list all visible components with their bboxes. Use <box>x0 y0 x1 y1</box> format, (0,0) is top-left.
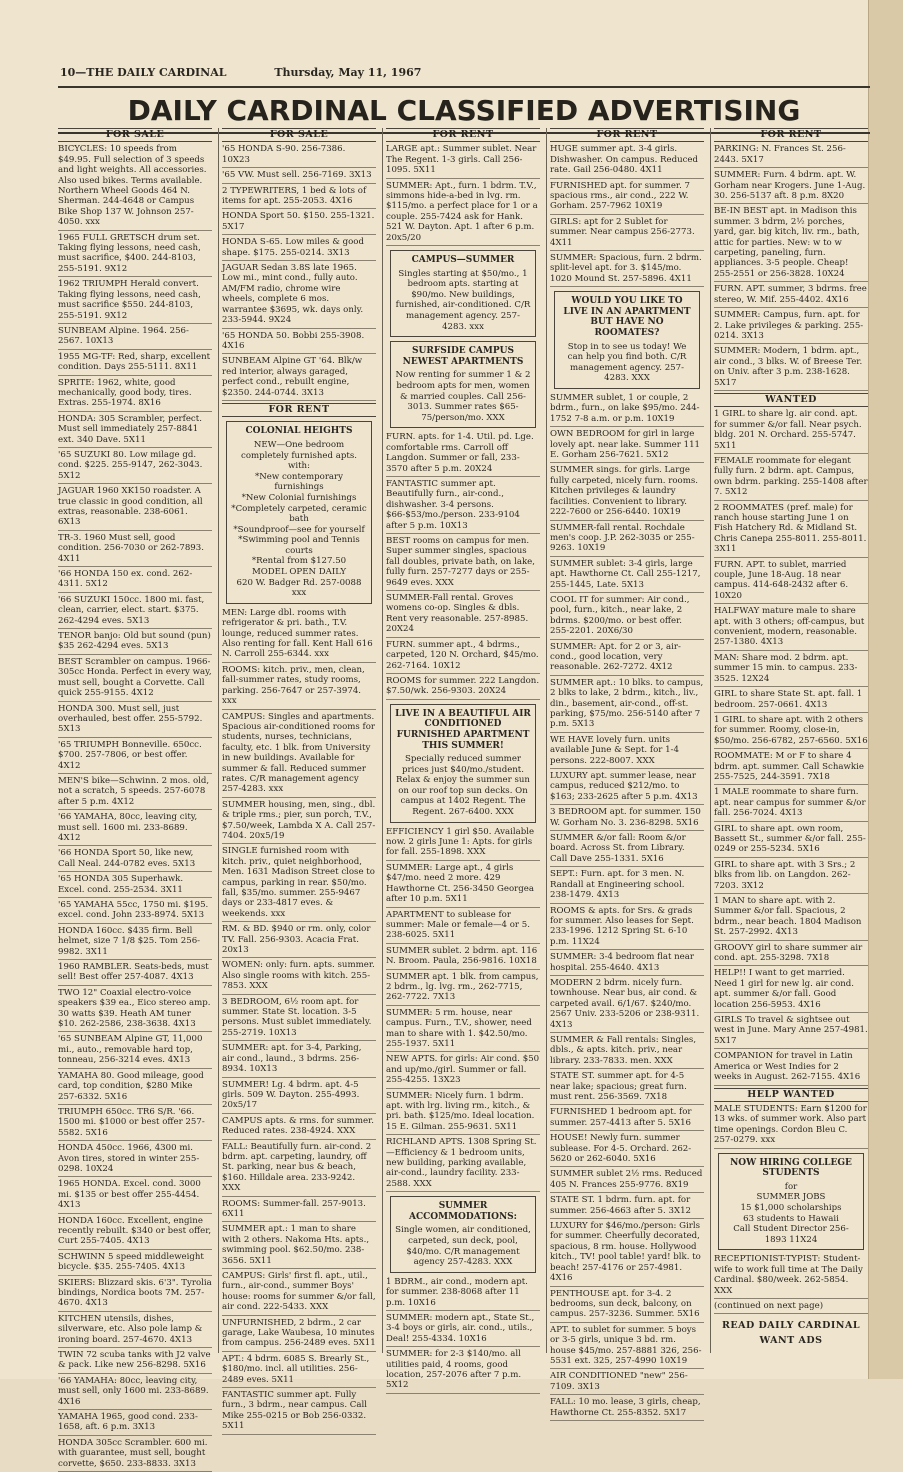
classified-ad: '65 SUZUKI 80. Low milage gd. cond. $225. 255-9147, 262-3043. 5X12 <box>58 450 212 484</box>
classified-ad: '66 HONDA Sport 50, like new, Call Neal. 244-0782 eves. 5X13 <box>58 848 212 872</box>
classified-ad: PENTHOUSE apt. for 3-4. 2 bedrooms, sun deck, balcony, on campus. 257-3236. Summer. 5X16 <box>550 1289 704 1323</box>
classified-ad: WE HAVE lovely furn. units available June & Sept. for 1-4 persons. 222-8007. XXX <box>550 735 704 769</box>
classified-ad: SKIERS: Blizzard skis. 6'3". Tyrolia bindings, Nordica boots 7M. 257-4670. 4X13 <box>58 1278 212 1312</box>
classified-ad: SUMMER sublet: 3-4 girls, large apt. Hawthorne Ct. Call 255-1217, 255-1445, Late. 5X13 <box>550 559 704 593</box>
display-ad-line: Call Student Director 256-1893 11X24 <box>733 1224 849 1245</box>
classified-ad: HONDA 300. Must sell, just overhauled, best offer. 255-5792. 5X13 <box>58 704 212 738</box>
classified-ad: GIRL to share apt. own room, Bassett St., summer &/or fall. 255-0249 or 255-5234. 5X16 <box>714 824 868 858</box>
classified-ad: NEW APTS. for girls: Air cond. $50 and up/mo./girl. Summer or fall. 255-4255. 13X23 <box>386 1054 540 1088</box>
classified-ad: '66 HONDA 150 ex. cond. 262-4311. 5X12 <box>58 569 212 593</box>
classified-ad: HALFWAY mature male to share apt. with 3 others; off-campus, but convenient, modern, reasonable. 257-1380. 4X13 <box>714 606 868 651</box>
display-ad-line: *Soundproof—see for yourself <box>233 524 365 535</box>
classified-ad: SEPT.: Furn. apt. for 3 men. N. Randall at Engineering school. 238-1479. 4X13 <box>550 869 704 903</box>
classified-ad: TWO 12" Coaxial electro-voice speakers $39 ea., Eico stereo amp. 30 watts $39. Heath AM tuner $10. 262-2586, 238-3638. 4X13 <box>58 988 212 1033</box>
classified-ad: TENOR banjo: Old but sound (pun) $35 262-4294 eves. 5X13 <box>58 631 212 655</box>
classified-ad: FURN. apts. for 1-4. Util. pd. Lge. comfortable rms. Carroll off Langdon. Summer or fall, 233-3570 after 5 p.m. 20X24 <box>386 432 540 477</box>
display-ad-title: WOULD YOU LIKE TO LIVE IN AN APARTMENT BUT HAVE NO ROOMATES? <box>563 296 691 339</box>
display-ad-line: *New contemporary furnishings <box>254 471 344 493</box>
classified-ad: SINGLE furnished room with kitch. priv., quiet neighborhood, Men. 1631 Madison Street close to campus, parking in rear. $50/mo. fall, $35/mo. summer. 255-9467 days or 233-4817 eves. & weekends. xxx <box>222 846 376 922</box>
classified-ad: 3 BEDROOM apt. for summer. 150 W. Gorham No. 3. 236-8298. 5X16 <box>550 807 704 831</box>
classified-ad: FALL: Beautifully furn. air-cond. 2 bdrm. apt. carpeting, laundry, off St. parking, near bus & beach, $160. Hilldale area. 233-9242. XXX <box>222 1142 376 1197</box>
display-ad-box <box>390 704 536 823</box>
classified-ad: BICYCLES: 10 speeds from $49.95. Full selection of 3 speeds and light weights. All accessories. Also used bikes. Terms available. Northern Wheel Goods 464 N. Sherman. 244-4648 or Campus Bike Shop 137 W. Johnson 257-4050. xxx <box>58 144 212 230</box>
classified-ad: GROOVY girl to share summer air cond. apt. 255-3298. 7X18 <box>714 943 868 967</box>
display-ad-title: SUMMER ACCOMMODATIONS: <box>408 1201 517 1222</box>
classified-ad: LUXURY for $46/mo./person: Girls for summer. Cheerfully decorated, spacious, 8 rm. house. Hollywood kitch., TV! pool table! yard! blk. to beach! 257-4176 or 257-4981. 4X16 <box>550 1221 704 1286</box>
page-header <box>60 66 870 79</box>
classified-ad: 1965 HONDA. Excel. cond. 3000 mi. $135 or best offer 255-4454. 4X13 <box>58 1179 212 1213</box>
classified-ad: MALE STUDENTS: Earn $1200 for 13 wks. of summer work. Also part time openings. Cordon Bleu C. 257-0279. xxx <box>714 1104 868 1149</box>
classified-ad: PARKING: N. Frances St. 256-2443. 5X17 <box>714 144 868 168</box>
display-ad-title: SURFSIDE CAMPUS NEWEST APARTMENTS <box>402 346 524 367</box>
classified-ad: JAGUAR Sedan 3.8S late 1965. Low mi., mint cond., fully auto. AM/FM radio, chrome wire wheels, complete 6 mos. warrantee $3695, wk. days only. 233-5944. 9X24 <box>222 263 376 328</box>
classified-ad: 1 GIRL to share apt. with 2 others for summer. Roomy, close-in, $50/mo. 256-6782, 257-6560. 5X16 <box>714 715 868 749</box>
classified-ad: SUNBEAM Alpine. 1964. 256-2567. 10X13 <box>58 326 212 350</box>
display-ad-box <box>390 1196 536 1273</box>
display-ad-line: 620 W. Badger Rd. 257-0088 xxx <box>236 577 362 599</box>
classified-ad: SUMMER sublet, 1 or couple, 2 bdrm., furn., on lake $95/mo. 244-1752 7-8 a.m. or p.m. 10X19 <box>550 393 704 427</box>
classified-ad: 1965 FULL GRETSCH drum set. Taking flying lessons, need cash, must sacrifice, $400. 244-8103, 255-5191. 9X12 <box>58 233 212 278</box>
classified-ad: 1960 RAMBLER. Seats-beds, must sell! Best offer 257-4087. 4X13 <box>58 962 212 986</box>
display-ad-line: Stop in to see us today! We can help you find both. C/R management agency. 257-4283. XXX <box>567 341 687 384</box>
display-ad-box <box>390 250 536 337</box>
classified-ad: HONDA 160cc. $435 firm. Bell helmet, size 7 1/8 $25. Tom 256-9982. 3X11 <box>58 926 212 960</box>
classified-ad: SUMMER: for 2-3 $140/mo. all utilities paid, 4 rooms, good location, 257-2076 after 7 p.m. 5X12 <box>386 1349 540 1394</box>
section-heading: FOR RENT <box>550 128 704 142</box>
classified-ad: 1 MAN to share apt. with 2. Summer &/or fall. Spacious, 2 bdrm., near beach. 1804 Madison St. 257-2992. 4X13 <box>714 896 868 941</box>
classified-ad: SUMMER sublet. 2 bdrm. apt. 116 N. Broom. Paula, 256-9816. 10X18 <box>386 946 540 970</box>
classified-ad: LARGE apt.: Summer sublet. Near The Regent. 1-3 girls. Call 256-1095. 5X11 <box>386 144 540 178</box>
classified-ad: GIRLS: apt for 2 Sublet for summer. Near campus 256-2773. 4X11 <box>550 217 704 251</box>
classified-ad: YAMAHA 80. Good mileage, good card, top condition, $280 Mike 257-6332. 5X16 <box>58 1071 212 1105</box>
classified-ad: CAMPUS: Girls' first fl. apt., util., furn., air-cond., summer Boys' house: rooms for summer &/or fall, air cond. 222-5433. XXX <box>222 1271 376 1316</box>
classified-ad: STATE ST. 1 bdrm. furn. apt. for summer. 256-4663 after 5. 3X12 <box>550 1195 704 1219</box>
classified-ad: SUMMER: apt. for 3-4, Parking, air cond., laund., 3 bdrms. 256-8934. 10X13 <box>222 1043 376 1077</box>
classified-ad: OWN BEDROOM for girl in large lovely apt. near lake. Summer 111 E. Gorham 256-7621. 5X12 <box>550 429 704 463</box>
display-ad-line: SUMMER JOBS <box>756 1192 826 1203</box>
display-ad-box <box>390 341 536 428</box>
classified-ad: HOUSE! Newly furn. summer sublease. For 4-5. Orchard. 262-5620 or 262-6040. 5X16 <box>550 1133 704 1167</box>
display-ad-box <box>554 291 700 389</box>
section-heading: FOR RENT <box>386 128 540 142</box>
display-ad-line: *Swimming pool and Tennis courts <box>238 535 360 556</box>
classified-ad: COOL IT for summer: Air cond., pool, furn., kitch., near lake, 2 bdrms. $200/mo. or best offer. 255-2201. 20X6/30 <box>550 595 704 640</box>
classified-ad: KITCHEN utensils, dishes, silverware, etc. Also pole lamp & ironing board. 257-4670. 4X13 <box>58 1314 212 1348</box>
classified-ad: GIRL to share State St. apt. fall. 1 bedroom. 257-0661. 4X13 <box>714 689 868 713</box>
classified-ad: APARTMENT to sublease for summer: Male or female—4 or 5. 238-6025. 5X11 <box>386 910 540 944</box>
classified-ad: SUMMER apt. 1 blk. from campus, 2 bdrm., lg. lvg. rm., 262-7715, 262-7722. 7X13 <box>386 972 540 1006</box>
classified-ad: SUMMER sings. for girls. Large fully carpeted, nicely furn. rooms. Kitchen privileges & laundry facilities. Convenient to library. 222-7600 or 256-6440. 10X19 <box>550 465 704 520</box>
classified-ad: HONDA: 305 Scrambler, perfect. Must sell immediately 257-8841 ext. 340 Dave. 5X11 <box>58 414 212 448</box>
section-heading: HELP WANTED <box>714 1088 868 1102</box>
classified-ad: SUMMER & Fall rentals: Singles, dbls., & apts. kitch. priv., near library. 233-7833. men. XXX <box>550 1035 704 1069</box>
section-heading: FOR RENT <box>222 403 376 417</box>
classified-ad: SUMMER: Large apt., 4 girls $47/mo. need 2 more. 429 Hawthorne Ct. 256-3450 Georgea after 10 p.m. 5X11 <box>386 863 540 908</box>
classified-ad: SUMMER: modern apt., State St., 3-4 boys or girls, air. cond., utils., Deal! 255-4334. 10X16 <box>386 1313 540 1347</box>
display-ad-title: LIVE IN A BEAUTIFUL AIR CONDITIONED FURNISHED APARTMENT THIS SUMMER! <box>395 708 531 751</box>
classified-ad: RM. & BD. $940 or rm. only, color TV. Fall. 256-9303. Acacia Frat. 20x13 <box>222 924 376 958</box>
classified-ad: YAMAHA 1965, good cond. 233-1658, aft. 6 p.m. 3X13 <box>58 1412 212 1436</box>
classified-ad: HONDA S-65. Low miles & good shape. $175. 255-0214. 3X13 <box>222 237 376 261</box>
page-number: 10—THE DAILY CARDINAL <box>60 66 227 79</box>
classified-ad: ROOMMATE: M or F to share 4 bdrm. apt. summer. Call Schawkie 255-7525, 244-3591. 7X18 <box>714 751 868 785</box>
classified-ad: FURNISHED apt. for summer. 7 spacious rms., air cond., 222 W. Gorham. 257-7962 10X19 <box>550 181 704 215</box>
classified-ad: BEST rooms on campus for men. Super summer singles, spacious fall doubles, private bath, on lake, fully furn. 257-7277 days or 255-9649 eves. XXX <box>386 536 540 591</box>
classified-ad: TWIN 72 scuba tanks with J2 valve & pack. Like new 256-8298. 5X16 <box>58 1350 212 1374</box>
classified-ad: FANTASTIC summer apt. Fully furn., 3 bdrm., near campus. Call Mike 255-0215 or Bob 256-0332. 5X11 <box>222 1390 376 1435</box>
display-ad-line: *New Colonial furnishings <box>241 492 357 503</box>
section-heading: FOR SALE <box>58 128 212 142</box>
classified-ad: SUMMER apt.: 1 man to share with 2 others. Nakoma Hts. apts., swimming pool. $62.50/mo. 238-3656. 5X11 <box>222 1224 376 1269</box>
classified-ad: (continued on next page) <box>714 1301 868 1314</box>
classified-ad: '65 TRIUMPH Bonneville. 650cc. $700. 257-7806, or best offer. 4X12 <box>58 740 212 774</box>
classified-ad: HONDA 450cc. 1966, 4300 mi. Avon tires, stored in winter 255-0298. 10X24 <box>58 1143 212 1177</box>
classified-ad: SPRITE: 1962, white, good mechanically, good body, tires. Extras. 255-1974. 8X16 <box>58 378 212 412</box>
classified-ad: CAMPUS apts. & rms. for summer. Reduced rates. 238-4924. XXX <box>222 1116 376 1140</box>
classified-ad: FURN. APT. summer, 3 bdrms. free stereo, W. Mif. 255-4402. 4X16 <box>714 284 868 308</box>
classified-ad: EFFICIENCY 1 girl $50. Available now. 2 girls June 1: Apts. for girls for fall. 255-1898. XXX <box>386 827 540 861</box>
classified-ad: '66 YAMAHA: 80cc, leaving city, must sell, only 1600 mi. 233-8689. 4X16 <box>58 1376 212 1410</box>
classified-ad: BEST Scrambler on campus. 1966-305cc Honda. Perfect in every way, must sell, bought a Corvette. Call quick 255-9155. 4X12 <box>58 657 212 702</box>
classified-ad: SUMMER: Spacious, furn. 2 bdrm. split-level apt. for 3. $145/mo. 1020 Mound St. 257-5896. 4X11 <box>550 253 704 287</box>
classified-ad: STATE ST. summer apt. for 4-5 near lake; spacious; great furn. must rent. 256-3569. 7X18 <box>550 1071 704 1105</box>
classified-columns <box>58 128 870 1469</box>
display-ad-line: 15 $1,000 scholarships <box>740 1202 842 1213</box>
display-ad-title: COLONIAL HEIGHTS <box>245 426 353 437</box>
classified-ad: APT.: 4 bdrm. 6085 S. Brearly St., $180/mo. incl. all utilities. 256-2489 eves. 5X11 <box>222 1354 376 1388</box>
classified-ad: BE-IN BEST apt. in Madison this summer. 3 bdrm, 2½ porches, yard, gar. big kitch, liv. rm., bath, attic for parties. New: w to w carpeting, paneling, furn. appliances. 3-5 people. Cheap! 255-2551 or 256-3828. 10X24 <box>714 206 868 282</box>
classified-ad: '65 VW. Must sell. 256-7169. 3X13 <box>222 170 376 183</box>
classified-ad: ROOMS for summer. 222 Langdon. $7.50/wk. 256-9303. 20X24 <box>386 676 540 700</box>
column-3 <box>386 128 540 1391</box>
classified-ad: APT. to sublet for summer. 5 boys or 3-5 girls, unique 3 bd. rm. house $45/mo. 257-8881 326, 256-5531 ext. 325, 257-4990 10X19 <box>550 1325 704 1370</box>
classified-ad: SUNBEAM Alpine GT '64. Blk/w red interior, always garaged, perfect cond., rebuilt engine, $2350. 244-0744. 3X13 <box>222 356 376 401</box>
classified-ad: 1962 TRIUMPH Herald convert. Taking flying lessons, need cash, must sacrifice $550. 244-8103, 255-5191. 9X12 <box>58 279 212 324</box>
classified-ad: AIR CONDITIONED "new" 256-7109. 3X13 <box>550 1371 704 1395</box>
classified-ad: HONDA 160cc. Excellent, engine recently rebuilt. $340 or best offer, Curt 255-7405. 4X13 <box>58 1216 212 1250</box>
classified-ad: MEN'S bike—Schwinn. 2 mos. old, not a scratch, 5 speeds. 257-6078 after 5 p.m. 4X12 <box>58 776 212 810</box>
classified-ad: GIRLS To travel & sightsee out west in June. Mary Anne 257-4981. 5X17 <box>714 1015 868 1049</box>
classified-ad: HONDA Sport 50. $150. 255-1321. 5X17 <box>222 211 376 235</box>
display-ad-line: Singles starting at $50/mo., 1 bedroom apts. starting at $90/mo. New buildings, furnished, air-conditioned. C/R management agency. 257-4283. xxx <box>395 268 531 332</box>
column-rule <box>710 128 711 1353</box>
classified-ad: SUMMER apt.: 10 blks. to campus, 2 blks to lake, 2 bdrm., kitch., liv., din., basement, air-cond., off-st. parking, $75/mo. 256-5140 after 7 p.m. 5X13 <box>550 678 704 733</box>
classified-ad: SUMMER: Apt., furn. 1 bdrm. T.V., simmons hide-a-bed in lvg. rm. $115/mo. a perfect place for 1 or a couple. 255-7424 ask for Hank. 521 W. Dayton. Apt. 1 after 6 p.m. 20x5/20 <box>386 181 540 246</box>
classified-ad: 2 ROOMMATES (pref. male) for ranch house starting June 1 on Fish Hatchery Rd. & Midland St. Chris Canepa 255-8011. 255-8011. 3X11 <box>714 503 868 558</box>
classified-ad: 1955 MG-TF: Red, sharp, excellent condition. Days 255-5111. 8X11 <box>58 352 212 376</box>
classified-ad: FURN. APT. to sublet, married couple, June 18-Aug. 18 near campus. 414-648-2432 after 6. 10X20 <box>714 560 868 605</box>
display-ad-line: for <box>784 1181 798 1192</box>
classified-ad: SUMMER: 3-4 bedroom flat near hospital. 255-4640. 4X13 <box>550 952 704 976</box>
classified-ad: FANTASTIC summer apt. Beautifully furn., air-cond., dishwasher. 3-4 persons. $66-$53/mo./person. 233-9104 after 5 p.m. 10X13 <box>386 479 540 534</box>
page-date: Thursday, May 11, 1967 <box>274 66 422 79</box>
classified-ad: SUMMER housing, men, sing., dbl. & triple rms.; pier, sun porch, T.V., $7.50/week, Lambda X A. Call 257-7404. 20x5/19 <box>222 800 376 845</box>
classified-ad: RECEPTIONIST-TYPIST: Student-wife to work full time at The Daily Cardinal. $80/week. 262-5854. XXX <box>714 1254 868 1299</box>
column-2 <box>222 128 376 1432</box>
classified-ad: 1 GIRL to share lg. air cond. apt. for summer &/or fall. Near psych. bldg. 201 N. Orchard. 255-5747. 5X11 <box>714 409 868 454</box>
display-ad-line: Now renting for summer 1 & 2 bedroom apts for men, women & married couples. Call 256-3013. Summer rates $65-75/person/mo. XXX <box>395 370 531 423</box>
classified-ad: '65 HONDA 305 Superhawk. Excel. cond. 255-2534. 3X11 <box>58 874 212 898</box>
classified-ad: ROOMS: kitch. priv., men, clean, fall-summer rates, study rooms, parking. 256-7647 or 257-3974. xxx <box>222 665 376 710</box>
next-page-edge <box>868 0 903 1379</box>
column-rule <box>546 128 547 1353</box>
column-rule <box>382 128 383 1353</box>
display-ad-line: MODEL OPEN DAILY <box>251 567 347 578</box>
banner-title: DAILY CARDINAL CLASSIFIED ADVERTISING <box>127 94 801 127</box>
classified-ad: FURN. summer apt., 4 bdrms., carpeted, 120 N. Orchard, $45/mo. 262-7164. 10X12 <box>386 640 540 674</box>
classified-ad: '66 YAMAHA, 80cc, leaving city, must sell. 1600 mi. 233-8689. 4X12 <box>58 812 212 846</box>
section-heading: FOR RENT <box>714 128 868 142</box>
classified-ad: HUGE summer apt. 3-4 girls. Dishwasher. On campus. Reduced rate. Gail 256-0480. 4X11 <box>550 144 704 178</box>
classified-ad: SCHWINN 5 speed middleweight bicycle. $35. 255-7405. 4X13 <box>58 1252 212 1276</box>
classified-ad: '65 SUNBEAM Alpine GT, 11,000 mi., auto., removable hard top, tonneau, 256-3214 eves. 4X13 <box>58 1034 212 1068</box>
footer-slogan: READ DAILY CARDINAL <box>721 1320 860 1332</box>
classified-ad: JAGUAR 1960 XK150 roadster. A true classic in good condition, all extras, reasonable. 238-6061. 6X13 <box>58 486 212 531</box>
classified-ad: SUMMER-Fall rental. Groves womens co-op. Singles & dbls. Rent very reasonable. 257-8985. 20X24 <box>386 593 540 638</box>
classified-ad: FEMALE roommate for elegant fully furn. 2 bdrm. apt. Campus, own bdrm. parking. 255-1408 after 7. 5X12 <box>714 456 868 501</box>
classified-ad: UNFURNISHED, 2 bdrm., 2 car garage, Lake Waubesa, 10 minutes from campus. 256-2489 eves. 5X11 <box>222 1318 376 1352</box>
classified-ad: COMPANION for travel in Latin America or West Indies for 2 weeks in August. 262-7155. 4X16 <box>714 1051 868 1085</box>
section-heading: WANTED <box>714 393 868 407</box>
footer-slogan: WANT ADS <box>759 1334 823 1346</box>
classified-banner <box>58 86 870 134</box>
column-1 <box>58 128 212 1469</box>
classified-ad: 3 BEDROOM, 6½ room apt. for summer. State St. location. 3-5 persons. Must sublet immediately. 255-2719. 10X13 <box>222 997 376 1042</box>
classified-ad: ROOMS: Summer-fall. 257-9013. 6X11 <box>222 1199 376 1223</box>
display-ad-box <box>226 421 372 604</box>
classified-ad: TR-3. 1960 Must sell, good condition. 256-7030 or 262-7893. 4X11 <box>58 533 212 567</box>
classified-ad: HELP!! I want to get married. Need 1 girl for new lg. air cond. apt. summer &/or fall. Good location 256-5953. 4X16 <box>714 968 868 1013</box>
display-ad-title: NOW HIRING COLLEGE STUDENTS <box>730 1157 852 1179</box>
classified-ad: GIRL to share apt. with 3 Srs.; 2 blks from lib. on Langdon. 262-7203. 3X12 <box>714 860 868 894</box>
classified-ad: '65 HONDA S-90. 256-7386. 10X23 <box>222 144 376 168</box>
classified-ad: 2 TYPEWRITERS, 1 bed & lots of items for apt. 255-2053. 4X16 <box>222 186 376 210</box>
classified-ad: SUMMER! Lg. 4 bdrm. apt. 4-5 girls. 509 W. Dayton. 255-4993. 20x5/17 <box>222 1080 376 1114</box>
classified-ad: SUMMER-fall rental. Rochdale men's coop. J.P. 262-3035 or 255-9263. 10X19 <box>550 523 704 557</box>
classified-ad: SUMMER: Furn. 4 bdrm. apt. W. Gorham near Krogers. June 1-Aug. 30. 256-5137 aft. 8 p.m. 8X20 <box>714 170 868 204</box>
classified-ad: '65 HONDA 50. Bobbi 255-3908. 4X16 <box>222 331 376 355</box>
classified-ad: MEN: Large dbl. rooms with refrigerator & pri. bath., T.V. lounge, reduced summer rates. Also renting for fall. Kent Hall 616 N. Carroll 255-6344. xxx <box>222 608 376 663</box>
display-ad-box <box>718 1153 864 1251</box>
classified-ad: SUMMER sublet 2½ rms. Reduced 405 N. Frances 255-9776. 8X19 <box>550 1169 704 1193</box>
classified-ad: MODERN 2 bdrm. nicely furn. townhouse. Near bus, air cond. & carpeted avail. 6/1/67. $240/mo. 2567 Univ. 233-5206 or 238-9311. 4X13 <box>550 978 704 1033</box>
display-ad-line: Single women, air conditioned, carpeted, sun deck, pool, $40/mo. C/R management agency 257-4283. XXX <box>395 1225 531 1268</box>
classified-ad: 1 MALE roommate to share furn. apt. near campus for summer &/or fall. 256-7024. 4X13 <box>714 787 868 821</box>
classified-ad: RICHLAND APTS. 1308 Spring St.—Efficiency & 1 bedroom units, new building, parking available, air-cond., laundry facility. 233-2588. XXX <box>386 1137 540 1192</box>
classified-ad: FURNISHED 1 bedroom apt. for summer. 257-4413 after 5. 5X16 <box>550 1107 704 1131</box>
classified-ad: SUMMER: Modern, 1 bdrm. apt., air cond., 3 blks. W. of Breese Ter. on Univ. after 3 p.m. 238-1628. 5X17 <box>714 346 868 391</box>
display-ad-line: 63 students to Hawaii <box>743 1213 839 1224</box>
column-4 <box>550 128 704 1418</box>
classified-ad: CAMPUS: Singles and apartments. Spacious air-conditioned rooms for students, nurses, technicians, faculty, etc. 1 blk. from University in new buildings. Available for summer & fall. Reduced summer rates. C/R management agency 257-4283. xxx <box>222 712 376 798</box>
classified-ad: '66 SUZUKI 150cc. 1800 mi. fast, clean, carrier, elect. start. $375. 262-4294 eves. 5X13 <box>58 595 212 629</box>
display-ad-line: Specially reduced summer prices just $40/mo./student. Relax & enjoy the summer sun on our roof top sun decks. On campus at 1402 Regent. The Regent. 267-6400. XXX <box>396 754 530 818</box>
classified-ad: SUMMER: 5 rm. house, near campus. Furn., T.V., shower, need man to share with 1. $42.50/mo. 255-1937. 5X11 <box>386 1008 540 1053</box>
classified-ad: TRIUMPH 650cc. TR6 S/R. '66. 1500 mi. $1000 or best offer 257-5582. 5X16 <box>58 1107 212 1141</box>
display-ad-title: CAMPUS—SUMMER <box>411 255 515 266</box>
display-ad-line: NEW—One bedroom completely furnished apts. with: <box>241 439 357 472</box>
classified-ad: SUMMER: Campus, furn. apt. for 2. Lake privileges & parking. 255-0214. 3X13 <box>714 310 868 344</box>
display-ad-line: *Completely carpeted, ceramic bath <box>231 503 367 525</box>
classified-ad: MAN: Share mod. 2 bdrm. apt. summer 15 min. to campus. 233-3525. 12X24 <box>714 653 868 687</box>
classified-ad: HONDA 305cc Scrambler. 600 mi. with guarantee, must sell, bought corvette, $650. 233-8833. 3X13 <box>58 1438 212 1472</box>
section-heading: FOR SALE <box>222 128 376 142</box>
classified-ad: SUMMER &/or fall: Room &/or board. Across St. from Library. Call Dave 255-1331. 5X16 <box>550 833 704 867</box>
classified-ad: ROOMS & apts. for Srs. & grads for summer. Also leases for Sept. 233-1996. 1212 Spring St. 6-10 p.m. 11X24 <box>550 906 704 951</box>
display-ad-line: *Rental from $127.50 <box>251 556 347 567</box>
classified-ad: LUXURY apt. summer lease, near campus, reduced $212/mo. to $163; 233-2625 after 5 p.m. 4X13 <box>550 771 704 805</box>
classified-ad: '65 YAMAHA 55cc, 1750 mi. $195. excel. cond. John 233-8974. 5X13 <box>58 900 212 924</box>
classified-ad: SUMMER: Nicely furn. 1 bdrm. apt. with lrg. living rm., kitch., & pri. bath. $125/mo. Ideal location. 15 E. Gilman. 255-9631. 5X11 <box>386 1091 540 1136</box>
classified-ad: FALL: 10 mo. lease, 3 girls, cheap, Hawthorne Ct. 255-8352. 5X17 <box>550 1397 704 1421</box>
column-5 <box>714 128 868 1353</box>
classified-ad: 1 BDRM., air cond., modern apt. for summer. 238-8068 after 11 p.m. 10X16 <box>386 1277 540 1311</box>
column-rule <box>218 128 219 1353</box>
classified-ad: SUMMER: Apt. for 2 or 3, air-cond., good location, very reasonable. 262-7272. 4X12 <box>550 642 704 676</box>
classified-ad: WOMEN: only: furn. apts. summer. Also single rooms with kitch. 255-7853. XXX <box>222 960 376 994</box>
